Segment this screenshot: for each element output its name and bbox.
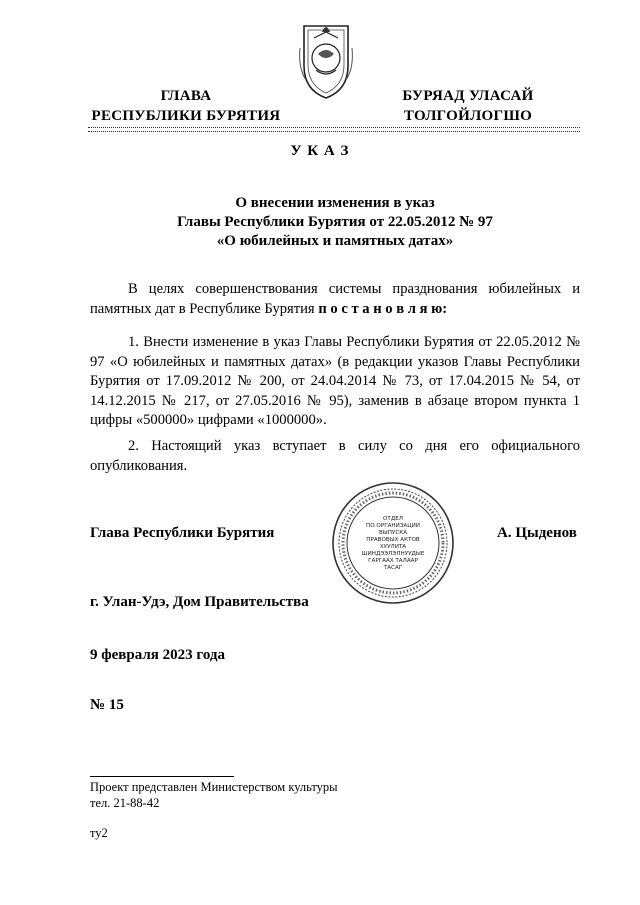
coat-of-arms-emblem	[296, 18, 356, 100]
document-code: ту2	[90, 826, 108, 840]
body-intro	[90, 280, 580, 319]
footnote-line1: Проект представлен Министерством культуры	[90, 780, 338, 794]
decree-word: п о с т а н о в л я ю:	[318, 300, 448, 317]
header-separator-bottom	[88, 131, 580, 132]
body-item-2: 2. Настоящий указ вступает в силу со дня его официального опубликования.	[90, 438, 580, 474]
stamp-line: ГАРГААХ ТАЛААР	[368, 558, 418, 564]
signature-position: Глава Республики Бурятия	[90, 525, 275, 541]
footnote-line2: тел. 21-88-42	[90, 796, 160, 810]
document-number: № 15	[90, 697, 124, 713]
signature-name: А. Цыденов	[497, 525, 577, 541]
place: г. Улан-Удэ, Дом Правительства	[90, 594, 309, 610]
header-left-line1: ГЛАВА	[160, 88, 212, 104]
header-separator-top	[88, 127, 580, 128]
title-line3: «О юбилейных и памятных датах»	[216, 233, 454, 249]
stamp-line: ВЫПУСКА	[378, 530, 408, 536]
header-right-line1: БУРЯАД УЛАСАЙ	[402, 88, 534, 104]
footnote	[90, 779, 338, 811]
stamp-line: ПРАВОВЫХ АКТОВ	[366, 537, 420, 543]
body-item-1: 1. Внести изменение в указ Главы Республики Бурятия от 22.05.2012 № 97 «О юбилейных и памятных датах» (в редакции указов Главы Республики Бурятия от 17.09.2012 № 200, от 24.04.2014 № 73, от 17.04.2015 № 54, от 14.12.2015 № 217, от 27.05.2016 № 95), заменив в абзаце втором пункта 1 цифры «500000» цифрами «1000000».	[90, 334, 580, 428]
stamp-line: ПО ОРГАНИЗАЦИИ	[366, 523, 420, 529]
header-right	[368, 86, 568, 126]
stamp-line: ТАСАГ	[383, 565, 403, 571]
header-right-line2: ТОЛГОЙЛОГШО	[403, 108, 533, 124]
stamp-line: ШИНДЭЭЛЭЛНУУДЫЕ	[361, 551, 425, 557]
header-left-line2: РЕСПУБЛИКИ БУРЯТИЯ	[91, 108, 281, 124]
intro-text: В целях совершенствования системы празднования юбилейных и памятных дат в Республике Бурятия	[90, 281, 580, 317]
title-line2: Главы Республики Бурятия от 22.05.2012 № 97	[177, 214, 493, 230]
footnote-rule	[90, 776, 234, 777]
date: 9 февраля 2023 года	[90, 647, 225, 663]
stamp-text	[346, 516, 440, 572]
stamp-line: ХУУЛИТА	[379, 544, 407, 550]
title-line1: О внесении изменения в указ	[235, 195, 435, 211]
document-title	[90, 194, 580, 251]
doc-type: У К А З	[290, 143, 350, 159]
stamp-line: ОТДЕЛ	[383, 516, 403, 522]
header-left	[86, 86, 286, 126]
